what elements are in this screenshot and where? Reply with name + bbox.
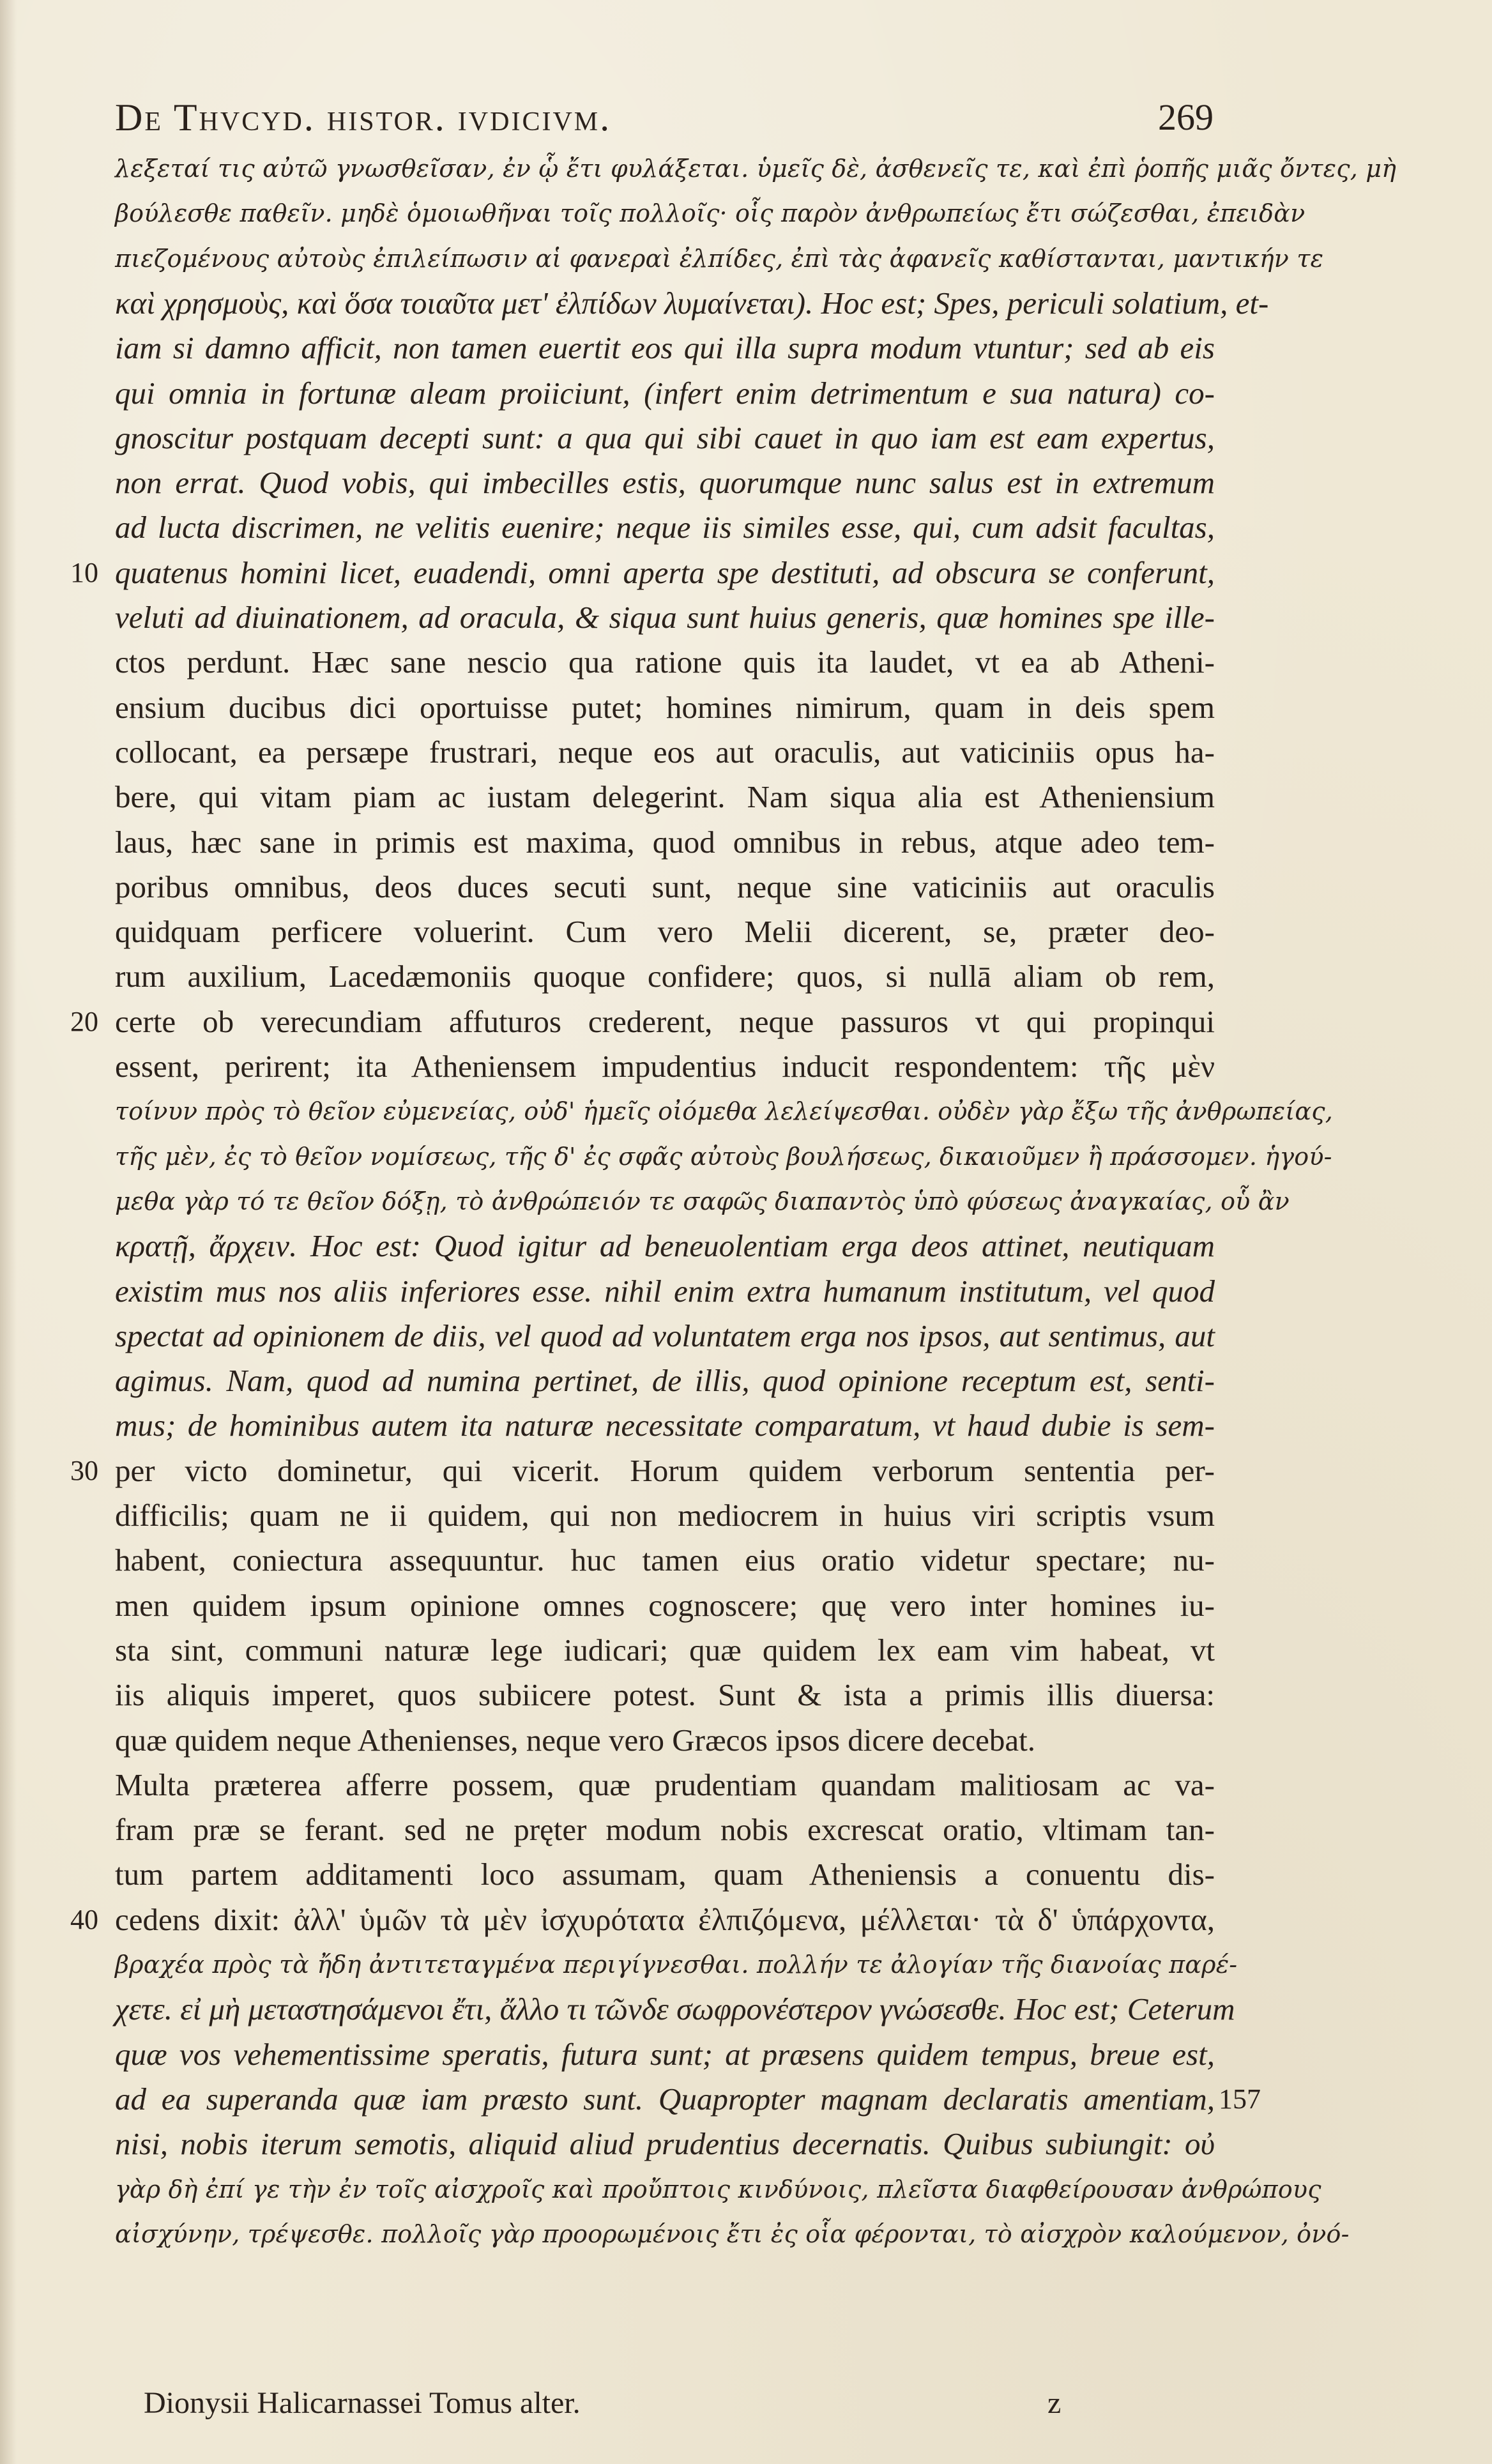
text-line: μεθα γὰρ τό τε θεῖον δόξῃ, τὸ ἀνθρώπειόν τε σαφῶς διαπαντὸς ὑπὸ φύσεως ἀναγκαίας, οὗ ἂν bbox=[115, 1187, 1290, 1215]
text-line: βραχέα πρὸς τὰ ἤδη ἀντιτεταγμένα περιγίγνεσθαι. πολλήν τε ἀλογίαν τῆς διανοίας παρέ- bbox=[115, 1951, 1238, 1979]
text-line: quidquam perficere voluerint. Cum vero Melii dicerent, se, præter deo- bbox=[115, 914, 1215, 949]
text-line: sta sint, communi naturæ lege iudicari; quæ quidem lex eam vim habeat, vt bbox=[115, 1632, 1215, 1668]
text-line: ensium ducibus dici oportuisse putet; homines nimirum, quam in deis spem bbox=[115, 690, 1215, 725]
text-line: mus; de hominibus autem ita naturæ necessitate comparatum, vt haud dubie is sem- bbox=[115, 1408, 1215, 1443]
line-number: 30 bbox=[70, 1455, 98, 1486]
text-line: λεξεταί τις αὐτῶ γνωσθεῖσαν, ἐν ᾧ ἔτι φυλάξεται. ὑμεῖς δὲ, ἀσθενεῖς τε, καὶ ἐπὶ ῥοπῆς μιᾶς ὄντες, μὴ bbox=[115, 155, 1397, 183]
text-line: cedens dixit: ἀλλ' ὑμῶν τὰ μὲν ἰσχυρότατα ἐλπιζόμενα, μέλλεται· τὰ δ' ὑπάρχοντα, bbox=[115, 1902, 1215, 1937]
page-number: 269 bbox=[1158, 96, 1214, 138]
text-line: κρατῇ, ἄρχειν. Hoc est: Quod igitur ad beneuolentiam erga deos attinet, neutiquam bbox=[115, 1228, 1215, 1263]
text-line: quatenus homini licet, euadendi, omni aperta spe destituti, ad obscura se conferunt, bbox=[115, 555, 1215, 590]
text-line: collocant, ea persæpe frustrari, neque eos aut oraculis, aut vaticiniis opus ha- bbox=[115, 734, 1215, 770]
text-line: ad lucta discrimen, ne velitis euenire; neque iis similes esse, qui, cum adsit facultas, bbox=[115, 510, 1215, 545]
text-line: αἰσχύνην, τρέψεσθε. πολλοῖς γὰρ προορωμένοις ἔτι ἐς οἷα φέρονται, τὸ αἰσχρὸν καλούμενον, ὀνό- bbox=[115, 2220, 1350, 2248]
text-line: Multa præterea afferre possem, quæ prudentiam quandam malitiosam ac va- bbox=[115, 1767, 1215, 1802]
text-line: fram præ se ferant. sed ne pręter modum nobis excrescat oratio, vltimam tan- bbox=[115, 1812, 1215, 1847]
text-line: quæ quidem neque Athenienses, neque vero Græcos ipsos dicere decebat. bbox=[115, 1723, 1036, 1758]
text-line: πιεζομένους αὐτοὺς ἐπιλείπωσιν αἱ φανεραὶ ἐλπίδες, ἐπὶ τὰς ἀφανεῖς καθίστανται, μαντικήν τε bbox=[115, 245, 1324, 273]
text-line: certe ob verecundiam affuturos crederent, neque passuros vt qui propinqui bbox=[115, 1004, 1215, 1039]
text-line: habent, coniectura assequuntur. huc tamen eius oratio videtur spectare; nu- bbox=[115, 1542, 1215, 1578]
text-line: iis aliquis imperet, quos subiicere potest. Sunt & ista a primis illis diuersa: bbox=[115, 1677, 1215, 1712]
text-line: qui omnia in fortunæ aleam proiiciunt, (infert enim detrimentum e sua natura) co- bbox=[115, 376, 1215, 411]
signature-mark: z bbox=[1047, 2386, 1062, 2420]
margin-reference-number: 157 bbox=[1219, 2083, 1261, 2115]
text-line: βούλεσθε παθεῖν. μηδὲ ὁμοιωθῆναι τοῖς πολλοῖς· οἷς παρὸν ἀνθρωπείως ἔτι σώζεσθαι, ἐπειδὰν bbox=[115, 199, 1306, 227]
text-line: γὰρ δὴ ἐπί γε τὴν ἐν τοῖς αἰσχροῖς καὶ προὔπτοις κινδύνοις, πλεῖστα διαφθείρουσαν ἀνθρώπους bbox=[115, 2175, 1321, 2203]
text-line: difficilis; quam ne ii quidem, qui non mediocrem in huius viri scriptis vsum bbox=[115, 1498, 1215, 1533]
text-line: καὶ χρησμοὺς, καὶ ὅσα τοιαῦτα μετ' ἐλπίδων λυμαίνεται). Hoc est; Spes, periculi solatium, et- bbox=[115, 285, 1269, 321]
text-line: men quidem ipsum opinione omnes cognoscere; quę vero inter homines iu- bbox=[115, 1588, 1215, 1623]
text-line: existim mus nos aliis inferiores esse. nihil enim extra humanum institutum, vel quod bbox=[115, 1274, 1215, 1309]
running-title: De Thvcyd. histor. ivdicivm. bbox=[115, 96, 612, 139]
text-line: gnoscitur postquam decepti sunt: a qua qui sibi cauet in quo iam est eam expertus, bbox=[115, 420, 1215, 455]
text-line: τοίνυν πρὸς τὸ θεῖον εὐμενείας, οὐδ' ἡμεῖς οἰόμεθα λελείψεσθαι. οὐδὲν γὰρ ἔξω τῆς ἀνθρωπείας, bbox=[115, 1097, 1334, 1125]
text-line: rum auxilium, Lacedæmoniis quoque confidere; quos, si nullā aliam ob rem, bbox=[115, 959, 1215, 994]
line-number: 40 bbox=[70, 1904, 98, 1935]
catchword-title: Dionysii Halicarnassei Tomus alter. bbox=[144, 2386, 581, 2420]
text-line: non errat. Quod vobis, qui imbecilles estis, quorumque nunc salus est in extremum bbox=[115, 465, 1215, 500]
text-line: spectat ad opinionem de diis, vel quod ad voluntatem erga nos ipsos, aut sentimus, aut bbox=[115, 1318, 1215, 1353]
running-head bbox=[115, 96, 1214, 147]
text-line: poribus omnibus, deos duces secuti sunt, neque sine vaticiniis aut oraculis bbox=[115, 869, 1215, 904]
text-line: quæ vos vehementissime speratis, futura sunt; at præsens quidem tempus, breue est, bbox=[115, 2037, 1215, 2072]
text-line: veluti ad diuinationem, ad oracula, & siqua sunt huius generis, quæ homines spe ille- bbox=[115, 600, 1215, 635]
text-line: χετε. εἰ μὴ μεταστησάμενοι ἔτι, ἄλλο τι τῶνδε σωφρονέστερον γνώσεσθε. Hoc est; Ceterum bbox=[115, 1991, 1235, 2027]
text-line: tum partem additamenti loco assumam, quam Atheniensis a conuentu dis- bbox=[115, 1857, 1215, 1892]
text-line: agimus. Nam, quod ad numina pertinet, de illis, quod opinione receptum est, senti- bbox=[115, 1363, 1215, 1398]
text-line: τῆς μὲν, ἐς τὸ θεῖον νομίσεως, τῆς δ' ἐς σφᾶς αὐτοὺς βουλήσεως, δικαιοῦμεν ἢ πράσσομεν. ἡγού- bbox=[115, 1143, 1332, 1171]
text-line: bere, qui vitam piam ac iustam delegerint. Nam siqua alia est Atheniensium bbox=[115, 779, 1215, 814]
text-line: iam si damno afficit, non tamen euertit eos qui illa supra modum vtuntur; sed ab eis bbox=[115, 330, 1215, 365]
text-line: per victo dominetur, qui vicerit. Horum quidem verborum sententia per- bbox=[115, 1453, 1215, 1488]
line-number: 20 bbox=[70, 1006, 98, 1037]
text-line: nisi, nobis iterum semotis, aliquid aliud prudentius decernatis. Quibus subiungit: οὐ bbox=[115, 2126, 1215, 2161]
gutter-shadow bbox=[0, 0, 17, 2464]
line-number: 10 bbox=[70, 557, 98, 588]
text-line: ctos perdunt. Hæc sane nescio qua ratione quis ita laudet, vt ea ab Atheni- bbox=[115, 644, 1215, 680]
text-line: laus, hæc sane in primis est maxima, quod omnibus in rebus, atque adeo tem- bbox=[115, 825, 1215, 860]
text-line: essent, perirent; ita Atheniensem impudentius inducit respondentem: τῆς μὲν bbox=[115, 1049, 1215, 1084]
text-line: ad ea superanda quæ iam præsto sunt. Quapropter magnam declaratis amentiam, bbox=[115, 2081, 1215, 2117]
